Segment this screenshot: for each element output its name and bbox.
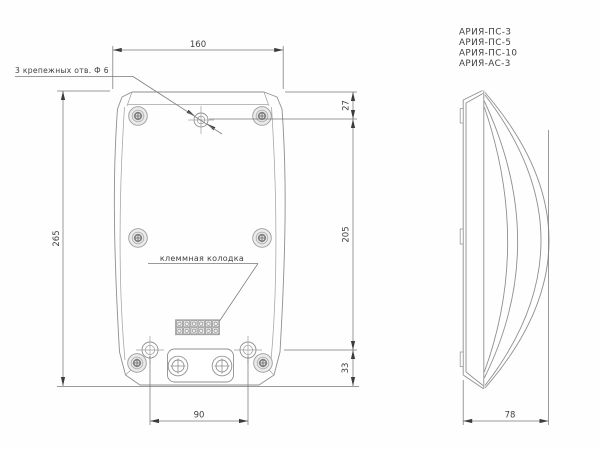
- mounting-holes-callout: 3 крепежных отв. Ф 6: [15, 66, 109, 75]
- side-tab: [460, 229, 463, 244]
- side-tab: [460, 109, 463, 124]
- terminal-block-callout: клеммная колодка: [159, 254, 245, 263]
- dim-bottom-hole-span: 90: [193, 410, 205, 421]
- dim-depth: 78: [504, 410, 516, 421]
- dim-overall-width: 160: [189, 40, 207, 50]
- terminal-block: [176, 320, 220, 335]
- plate-screw-icon: [212, 356, 232, 376]
- cable-plate: [168, 349, 234, 382]
- side-tab: [460, 352, 463, 367]
- model-label: АРИЯ-ПС-5: [459, 38, 512, 48]
- model-list: [459, 28, 517, 70]
- dim-bottom-offset: 33: [341, 362, 351, 374]
- dimensions: [52, 40, 549, 425]
- side-view: [460, 91, 549, 389]
- screw-icon: [253, 107, 272, 126]
- screw-icon: [253, 229, 272, 248]
- screw-icon: [128, 354, 147, 373]
- front-inner-left: [120, 107, 125, 360]
- side-dome-curves: [484, 93, 549, 389]
- terminal-block-leader: [148, 264, 258, 322]
- model-label: АРИЯ-ПС-3: [459, 27, 512, 38]
- dim-width-lines: [113, 46, 283, 89]
- dim-height-lines: [57, 91, 359, 387]
- side-backplate: [463, 91, 484, 389]
- screw-icon: [129, 229, 148, 248]
- screw-icon: [254, 354, 273, 373]
- dim-hole-row-span: 205: [341, 226, 352, 243]
- screw-icon: [129, 107, 148, 126]
- dim-overall-height: 265: [52, 230, 62, 247]
- plate-screw-icon: [168, 356, 188, 376]
- model-label: АРИЯ-ПС-10: [459, 48, 518, 59]
- dim-top-hole-offset: 27: [341, 100, 352, 111]
- model-label: АРИЯ-АС-3: [459, 59, 511, 69]
- front-inner-right: [271, 107, 276, 360]
- front-view: [114, 92, 285, 385]
- dim-right-lines: [209, 92, 357, 386]
